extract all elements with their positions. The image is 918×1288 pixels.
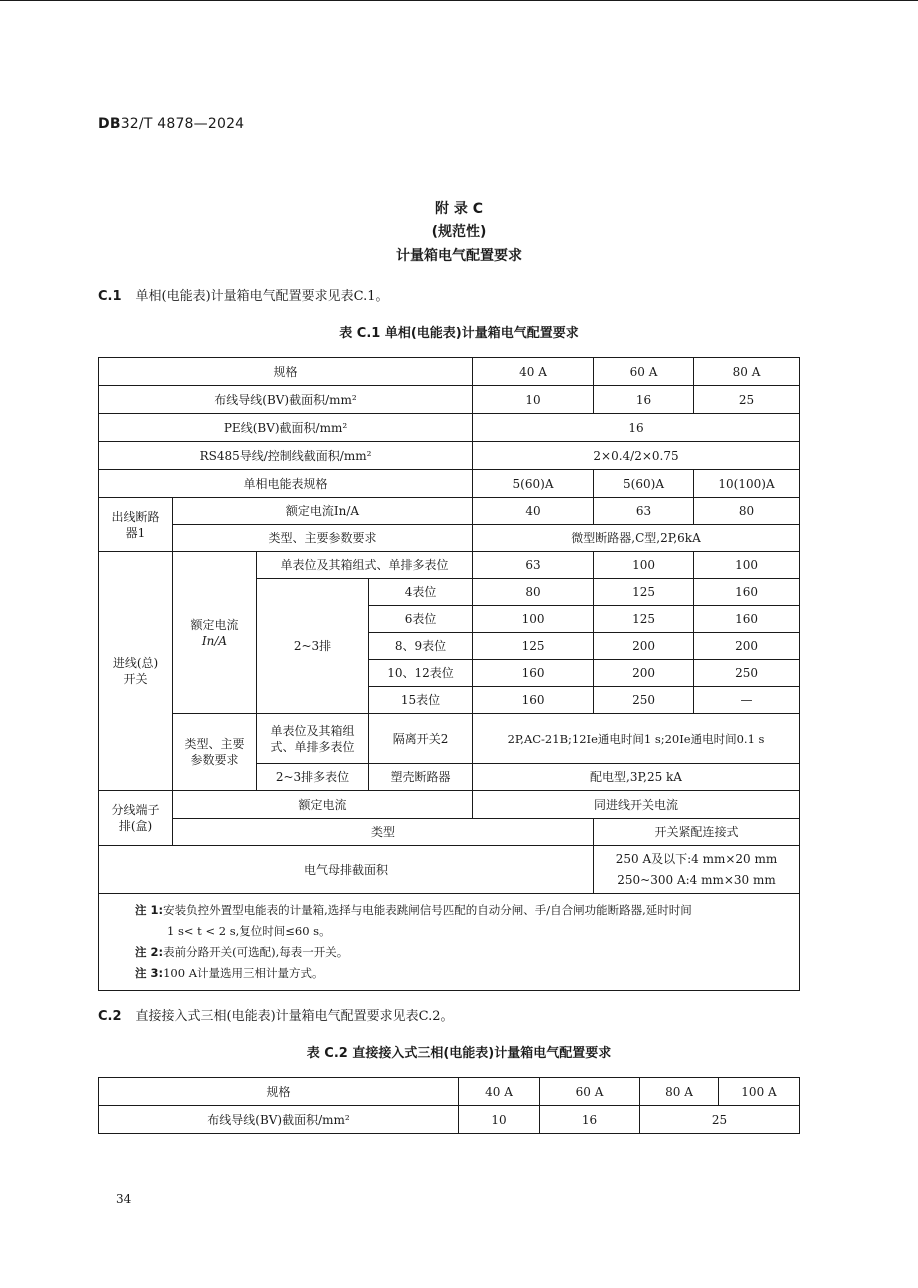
cell-4-pos: 4表位 <box>369 579 473 606</box>
cell-branch-rated: 额定电流 <box>173 791 473 819</box>
cell-mccb-value: 配电型,3P,25 kA <box>473 764 800 791</box>
cell-branch-type: 类型 <box>173 819 594 846</box>
table-c2 <box>98 1077 800 1134</box>
cell-60a: 60 A <box>594 358 694 386</box>
cell-single-box: 单表位及其箱组 式、单排多表位 <box>257 714 369 764</box>
cell-isolating-switch: 隔离开关2 <box>369 714 473 764</box>
table-c1-notes <box>99 894 800 991</box>
clause-c1: C.1 单相(电能表)计量箱电气配置要求见表C.1。 <box>98 289 389 304</box>
cell-10-12-pos-60: 200 <box>594 660 694 687</box>
cell-bv-60: 16 <box>594 386 694 414</box>
cell-40a: 40 A <box>473 358 594 386</box>
cell-mccb: 塑壳断路器 <box>369 764 473 791</box>
cell-meter: 单相电能表规格 <box>99 470 473 498</box>
cell-bv-80: 25 <box>694 386 800 414</box>
c2-cell-80a: 80 A <box>640 1078 719 1106</box>
cell-branch-type-value: 开关紧配连接式 <box>594 819 800 846</box>
cell-15-pos-40: 160 <box>473 687 594 714</box>
cell-in-60: 63 <box>594 498 694 525</box>
table-c2-title: 表 C.2 直接接入式三相(电能表)计量箱电气配置要求 <box>306 1046 612 1061</box>
cell-6-pos-80: 160 <box>694 606 800 633</box>
cell-rated-in: 额定电流In/A <box>173 498 473 525</box>
top-rule <box>0 0 918 1</box>
cell-10-12-pos-80: 250 <box>694 660 800 687</box>
table-c1-title: 表 C.1 单相(电能表)计量箱电气配置要求 <box>339 326 579 341</box>
cell-15-pos: 15表位 <box>369 687 473 714</box>
cell-in-40: 40 <box>473 498 594 525</box>
page-number: 34 <box>116 1192 132 1206</box>
cell-15-pos-80: — <box>694 687 800 714</box>
cell-single-position: 单表位及其箱组式、单排多表位 <box>257 552 473 579</box>
cell-meter-40: 5(60)A <box>473 470 594 498</box>
cell-type-req: 类型、主要参数要求 <box>173 525 473 552</box>
appendix-title: 附 录 C <box>434 201 484 217</box>
note-2: 注 2:表前分路开关(可选配),每表一开关。 <box>135 945 349 959</box>
c2-cell-100a: 100 A <box>719 1078 800 1106</box>
cell-busbar: 电气母排截面积 <box>99 846 594 894</box>
cell-out-breaker: 出线断路 器1 <box>99 498 173 552</box>
cell-single-60: 100 <box>594 552 694 579</box>
cell-4-pos-60: 125 <box>594 579 694 606</box>
cell-bv: 布线导线(BV)截面积/mm² <box>99 386 473 414</box>
cell-spec: 规格 <box>99 358 473 386</box>
cell-meter-80: 10(100)A <box>694 470 800 498</box>
note-3: 注 3:100 A计量选用三相计量方式。 <box>135 966 324 980</box>
cell-busbar-value: 250 A及以下:4 mm×20 mm 250~300 A:4 mm×30 mm <box>594 846 800 894</box>
cell-rs485: RS485导线/控制线截面积/mm² <box>99 442 473 470</box>
cell-8-9-pos-60: 200 <box>594 633 694 660</box>
cell-8-9-pos-40: 125 <box>473 633 594 660</box>
standard-code: DB32/T 4878—2024 <box>98 116 245 132</box>
cell-rs485-value: 2×0.4/2×0.75 <box>473 442 800 470</box>
cell-80a: 80 A <box>694 358 800 386</box>
note-1: 注 1:安装负控外置型电能表的计量箱,选择与电能表跳闸信号匹配的自动分闸、手/自合闸功能断路器,延时时间 <box>135 903 692 917</box>
cell-15-pos-60: 250 <box>594 687 694 714</box>
cell-multi-rows: 2~3排多表位 <box>257 764 369 791</box>
cell-branch-rated-value: 同进线开关电流 <box>473 791 800 819</box>
c2-cell-spec: 规格 <box>99 1078 459 1106</box>
cell-rated-current: 额定电流 In/A <box>173 552 257 714</box>
cell-in-80: 80 <box>694 498 800 525</box>
cell-10-12-pos: 10、12表位 <box>369 660 473 687</box>
c2-cell-60a: 60 A <box>540 1078 640 1106</box>
cell-type-req-value: 微型断路器,C型,2P,6kA <box>473 525 800 552</box>
cell-isolating-switch-value: 2P,AC-21B;12Ie通电时间1 s;20Ie通电时间0.1 s <box>473 714 800 764</box>
cell-single-40: 63 <box>473 552 594 579</box>
appendix-type: (规范性) <box>431 224 487 240</box>
c2-cell-bv-40: 10 <box>459 1106 540 1134</box>
cell-4-pos-40: 80 <box>473 579 594 606</box>
appendix-name: 计量箱电气配置要求 <box>396 248 522 264</box>
table-c1 <box>98 357 800 991</box>
cell-inlet-switch: 进线(总) 开关 <box>99 552 173 791</box>
cell-4-pos-80: 160 <box>694 579 800 606</box>
cell-8-9-pos-80: 200 <box>694 633 800 660</box>
cell-pe-value: 16 <box>473 414 800 442</box>
cell-pe: PE线(BV)截面积/mm² <box>99 414 473 442</box>
cell-6-pos: 6表位 <box>369 606 473 633</box>
cell-6-pos-60: 125 <box>594 606 694 633</box>
cell-2-3-rows: 2~3排 <box>257 579 369 714</box>
cell-type-params: 类型、主要 参数要求 <box>173 714 257 791</box>
c2-cell-40a: 40 A <box>459 1078 540 1106</box>
clause-c2: C.2 直接接入式三相(电能表)计量箱电气配置要求见表C.2。 <box>98 1009 454 1024</box>
c2-cell-bv: 布线导线(BV)截面积/mm² <box>99 1106 459 1134</box>
cell-single-80: 100 <box>694 552 800 579</box>
cell-8-9-pos: 8、9表位 <box>369 633 473 660</box>
c2-cell-bv-60: 16 <box>540 1106 640 1134</box>
cell-branch-terminal: 分线端子 排(盒) <box>99 791 173 846</box>
cell-bv-40: 10 <box>473 386 594 414</box>
c2-cell-bv-80-100: 25 <box>640 1106 800 1134</box>
cell-10-12-pos-40: 160 <box>473 660 594 687</box>
cell-meter-60: 5(60)A <box>594 470 694 498</box>
note-1-continued: 1 s< t < 2 s,复位时间≤60 s。 <box>167 924 331 938</box>
cell-6-pos-40: 100 <box>473 606 594 633</box>
